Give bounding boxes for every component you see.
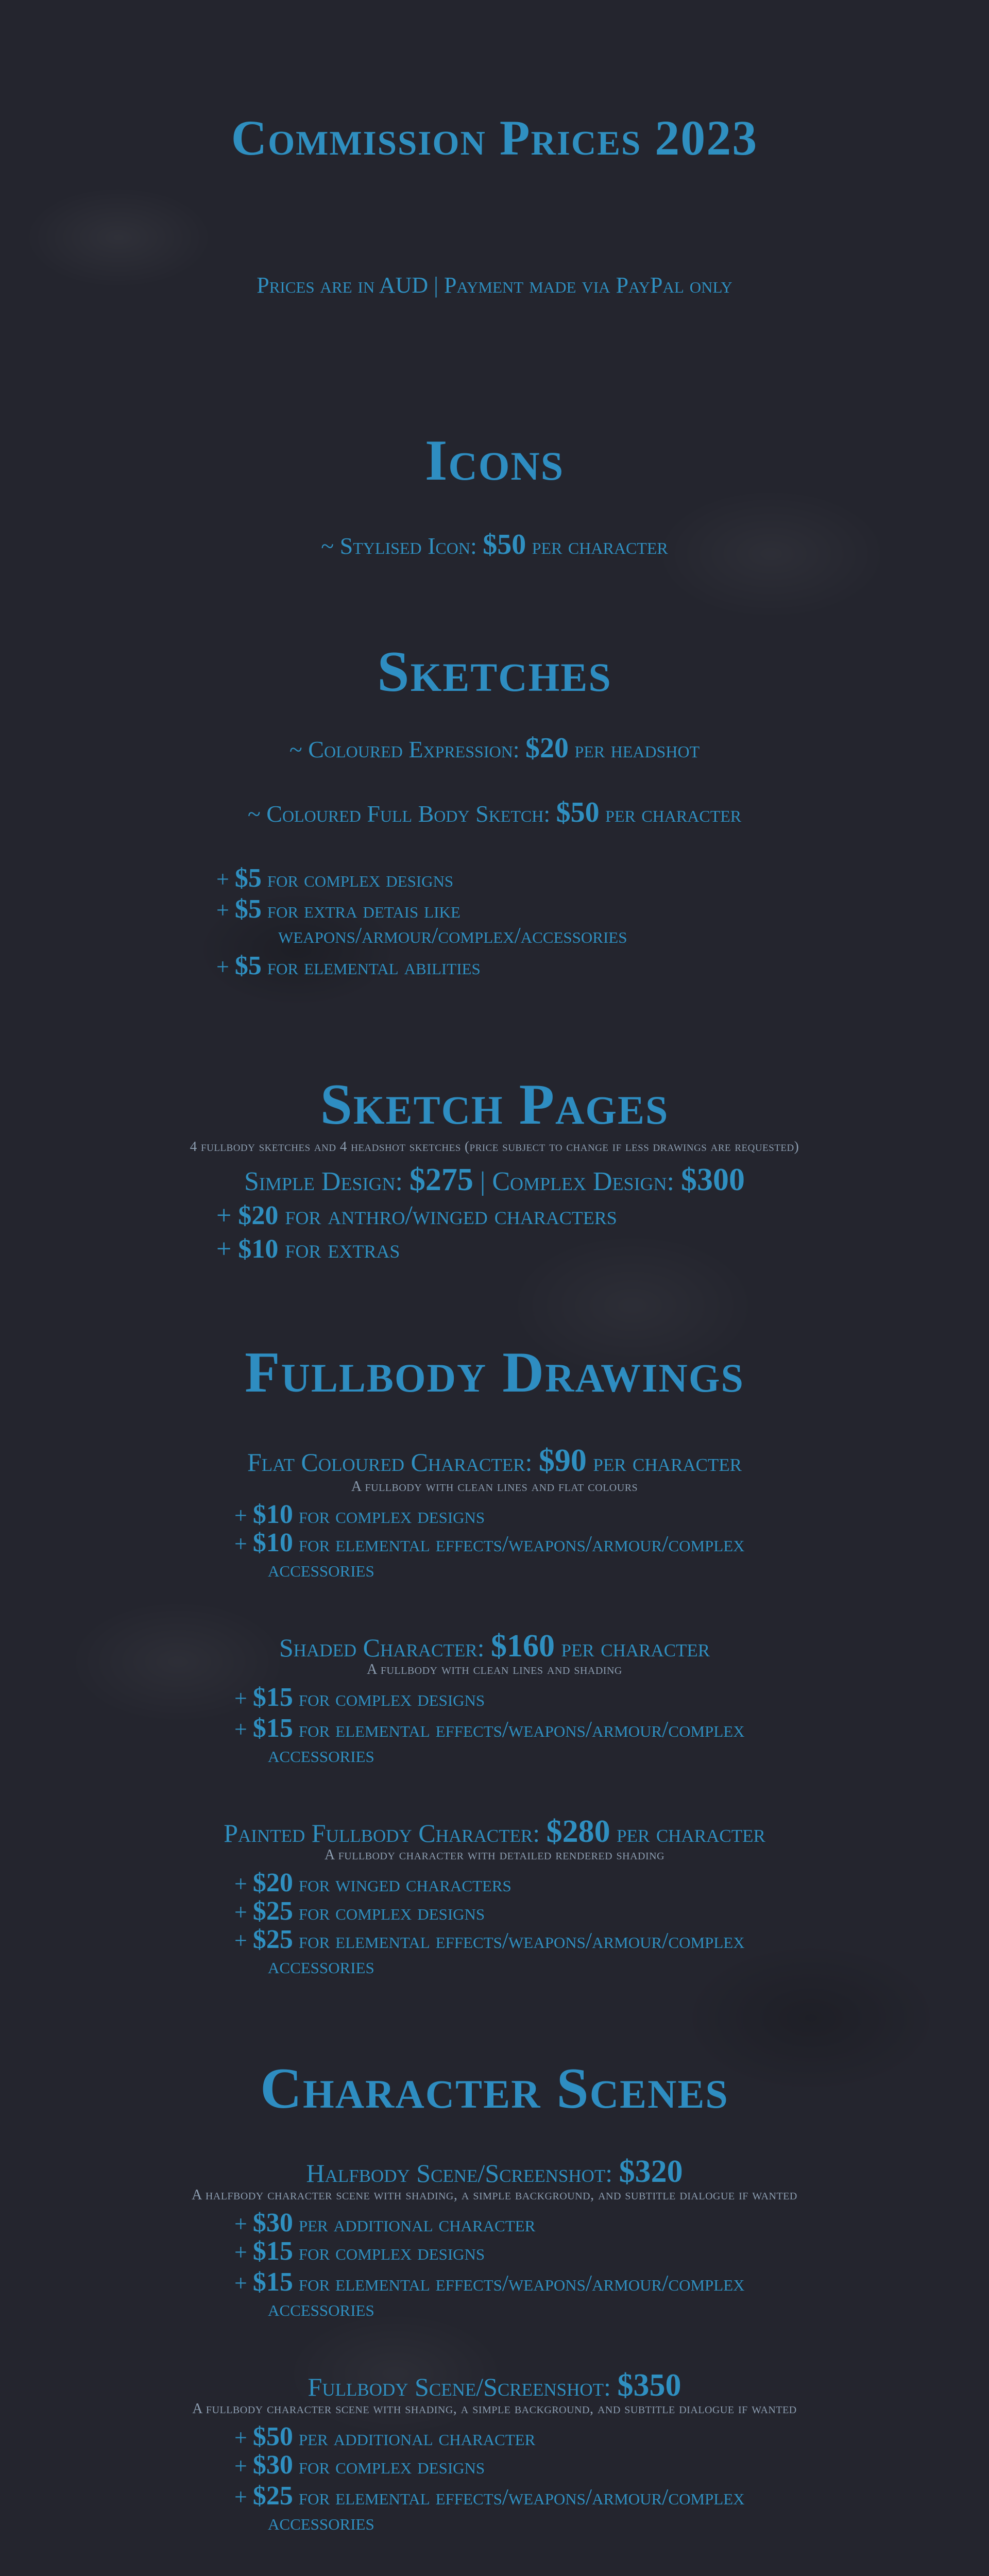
painted-addon: + $25 for complex designs <box>234 1896 485 1926</box>
scenes-heading: Character Scenes <box>260 2057 729 2121</box>
halfbody-scene-addon: + $30 per additional character <box>234 2208 536 2238</box>
painted-character-note: A fullbody character with detailed rendered shading <box>324 1847 665 1863</box>
halfbody-scene-addon: + $15 for elemental effects/weapons/armour/complex <box>234 2267 745 2297</box>
shaded-addon-continuation: accessories <box>268 1742 374 1767</box>
shaded-addon: + $15 for elemental effects/weapons/armour/complex <box>234 1714 745 1743</box>
painted-addon: + $25 for elemental effects/weapons/armour/complex <box>234 1925 745 1954</box>
sketch-addon: + $5 for extra detais like <box>216 894 461 924</box>
halfbody-scene-line: Halfbody Scene/Screenshot: $320 <box>306 2154 683 2189</box>
fullbody-scene-addon: + $30 for complex designs <box>234 2450 485 2480</box>
sketches-heading: Sketches <box>377 640 612 704</box>
fullbody-heading: Fullbody Drawings <box>245 1341 744 1404</box>
page-title: Commission Prices 2023 <box>231 110 758 165</box>
sketch-pages-addon: + $10 for extras <box>216 1234 400 1264</box>
sketch-pages-addon: + $20 for anthro/winged characters <box>216 1201 617 1230</box>
halfbody-scene-note: A halfbody character scene with shading, a simple background, and subtitle dialogue if wanted <box>192 2187 797 2203</box>
fullbody-scene-note: A fullbody character scene with shading, a simple background, and subtitle dialogue if wanted <box>192 2401 797 2417</box>
shaded-character-line: Shaded Character: $160 per character <box>279 1629 710 1664</box>
painted-addon-continuation: accessories <box>268 1953 374 1978</box>
page-subtitle: Prices are in AUD | Payment made via PayPal only <box>257 273 732 298</box>
sketch-pages-heading: Sketch Pages <box>320 1073 669 1137</box>
sketch-pages-price-line: Simple Design: $275 | Complex Design: $300 <box>244 1162 745 1197</box>
flat-character-note: A fullbody with clean lines and flat colours <box>351 1479 638 1495</box>
painted-character-line: Painted Fullbody Character: $280 per character <box>224 1814 765 1849</box>
sketches-expression-line: ~ Coloured Expression: $20 per headshot <box>289 732 700 764</box>
sketch-pages-note: 4 fullbody sketches and 4 headshot sketches (price subject to change if less drawings are requested) <box>190 1139 799 1154</box>
sketch-addon: + $5 for complex designs <box>216 863 454 893</box>
sketch-addon: + $5 for elemental abilities <box>216 951 481 980</box>
fullbody-scene-addon: + $50 per additional character <box>234 2422 536 2451</box>
fullbody-scene-line: Fullbody Scene/Screenshot: $350 <box>308 2368 681 2403</box>
sketches-fullbody-line: ~ Coloured Full Body Sketch: $50 per character <box>247 796 742 828</box>
fullbody-scene-addon: + $25 for elemental effects/weapons/armour/complex <box>234 2481 745 2511</box>
icons-price-line: ~ Stylised Icon: $50 per character <box>321 529 668 561</box>
flat-addon-continuation: accessories <box>268 1556 374 1582</box>
halfbody-scene-addon: + $15 for complex designs <box>234 2236 485 2266</box>
shaded-character-note: A fullbody with clean lines and shading <box>367 1662 622 1677</box>
flat-addon: + $10 for complex designs <box>234 1500 485 1529</box>
sketch-addon-continuation: weapons/armour/complex/accessories <box>278 923 627 948</box>
icons-heading: Icons <box>424 429 565 493</box>
shaded-addon: + $15 for complex designs <box>234 1683 485 1712</box>
halfbody-scene-continuation: accessories <box>268 2296 374 2321</box>
fullbody-scene-continuation: accessories <box>268 2510 374 2535</box>
flat-character-line: Flat Coloured Character: $90 per character <box>247 1443 742 1478</box>
flat-addon: + $10 for elemental effects/weapons/armour/complex <box>234 1528 745 1557</box>
painted-addon: + $20 for winged characters <box>234 1868 511 1897</box>
